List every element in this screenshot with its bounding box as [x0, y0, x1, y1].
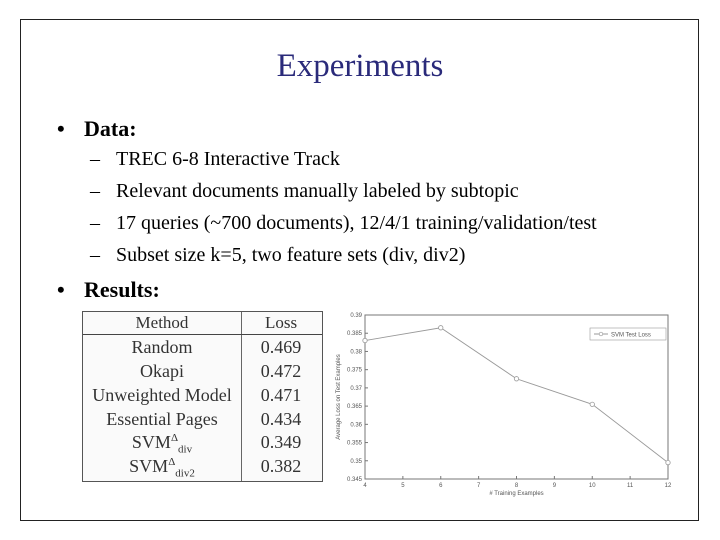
x-tick-label: 6	[439, 483, 443, 489]
x-tick-label: 8	[514, 483, 519, 489]
table-row	[83, 361, 322, 385]
y-tick-label: 0.38	[350, 349, 362, 356]
bullet-marker: •	[57, 116, 65, 141]
y-axis-label: Average Loss on Test Examples	[336, 354, 342, 440]
chart-svg	[330, 309, 695, 499]
sub-item	[90, 244, 465, 267]
x-tick-label: 12	[664, 483, 672, 489]
y-tick-label: 0.375	[346, 367, 362, 374]
table-row	[83, 409, 322, 433]
table-row	[83, 385, 322, 409]
method-subscript: div2	[175, 467, 195, 480]
bullet-data-label: Data:	[84, 116, 137, 141]
header-method: Method	[135, 313, 189, 332]
sub-item-text: Subset size k=5, two feature sets (div, div2)	[116, 244, 466, 266]
x-tick-label: 4	[363, 483, 367, 489]
x-tick-label: 10	[588, 483, 596, 489]
sub-item-text: 17 queries (~700 documents), 12/4/1 training/validation/test	[116, 212, 597, 234]
table-row	[83, 337, 322, 361]
sub-item-text: Relevant documents manually labeled by subtopic	[116, 180, 519, 202]
row-method: Okapi	[140, 361, 184, 381]
data-point	[439, 326, 443, 330]
y-tick-label: 0.35	[350, 458, 362, 465]
y-tick-label: 0.345	[346, 477, 362, 483]
data-point	[666, 460, 670, 464]
row-method: Unweighted Model	[92, 385, 232, 405]
method-base: SVM	[129, 456, 169, 476]
method-subscript: div	[178, 443, 193, 456]
row-method: Random	[131, 337, 193, 357]
data-point	[514, 377, 518, 381]
x-axis-label: # Training Examples	[489, 491, 544, 497]
loss-chart	[330, 309, 695, 499]
y-tick-label: 0.355	[346, 440, 362, 447]
sub-item	[90, 148, 340, 171]
header-loss: Loss	[264, 313, 298, 332]
bullet-results	[57, 277, 160, 303]
results-table	[82, 311, 323, 482]
x-tick-label: 11	[627, 483, 634, 489]
y-tick-label: 0.37	[350, 385, 362, 392]
sub-item	[90, 180, 519, 203]
dash-marker: –	[90, 212, 100, 234]
row-loss: 0.471	[260, 385, 302, 405]
sub-item-text: TREC 6-8 Interactive Track	[116, 148, 340, 170]
table-row	[83, 456, 322, 480]
legend-label: SVM Test Loss	[611, 332, 651, 339]
method-superscript: Δ	[170, 432, 179, 444]
method-base: SVM	[131, 432, 171, 452]
y-tick-label: 0.365	[346, 404, 362, 411]
row-method: Essential Pages	[106, 409, 218, 429]
y-tick-label: 0.385	[346, 331, 362, 338]
row-loss: 0.469	[260, 337, 302, 357]
dash-marker: –	[90, 148, 100, 170]
x-tick-label: 7	[476, 483, 481, 489]
legend-marker	[599, 332, 603, 336]
row-loss: 0.434	[260, 409, 302, 429]
row-method	[83, 456, 241, 480]
x-tick-label: 9	[552, 483, 557, 489]
data-point	[590, 402, 594, 406]
dash-marker: –	[90, 180, 100, 202]
row-method	[83, 432, 241, 456]
row-loss: 0.472	[260, 361, 302, 381]
y-tick-label: 0.36	[350, 422, 362, 429]
sub-item	[90, 212, 597, 235]
row-loss: 0.349	[260, 432, 302, 452]
x-tick-label: 5	[401, 483, 405, 489]
row-loss: 0.382	[260, 456, 302, 476]
bullet-results-label: Results:	[84, 277, 160, 302]
table-header-row	[83, 313, 322, 337]
dash-marker: –	[90, 244, 100, 266]
bullet-data	[57, 116, 137, 142]
method-superscript: Δ	[168, 456, 176, 468]
data-point	[363, 338, 367, 342]
table-row	[83, 432, 322, 456]
bullet-marker: •	[57, 277, 65, 302]
slide-title: Experiments	[276, 48, 444, 84]
y-tick-label: 0.39	[350, 313, 362, 319]
